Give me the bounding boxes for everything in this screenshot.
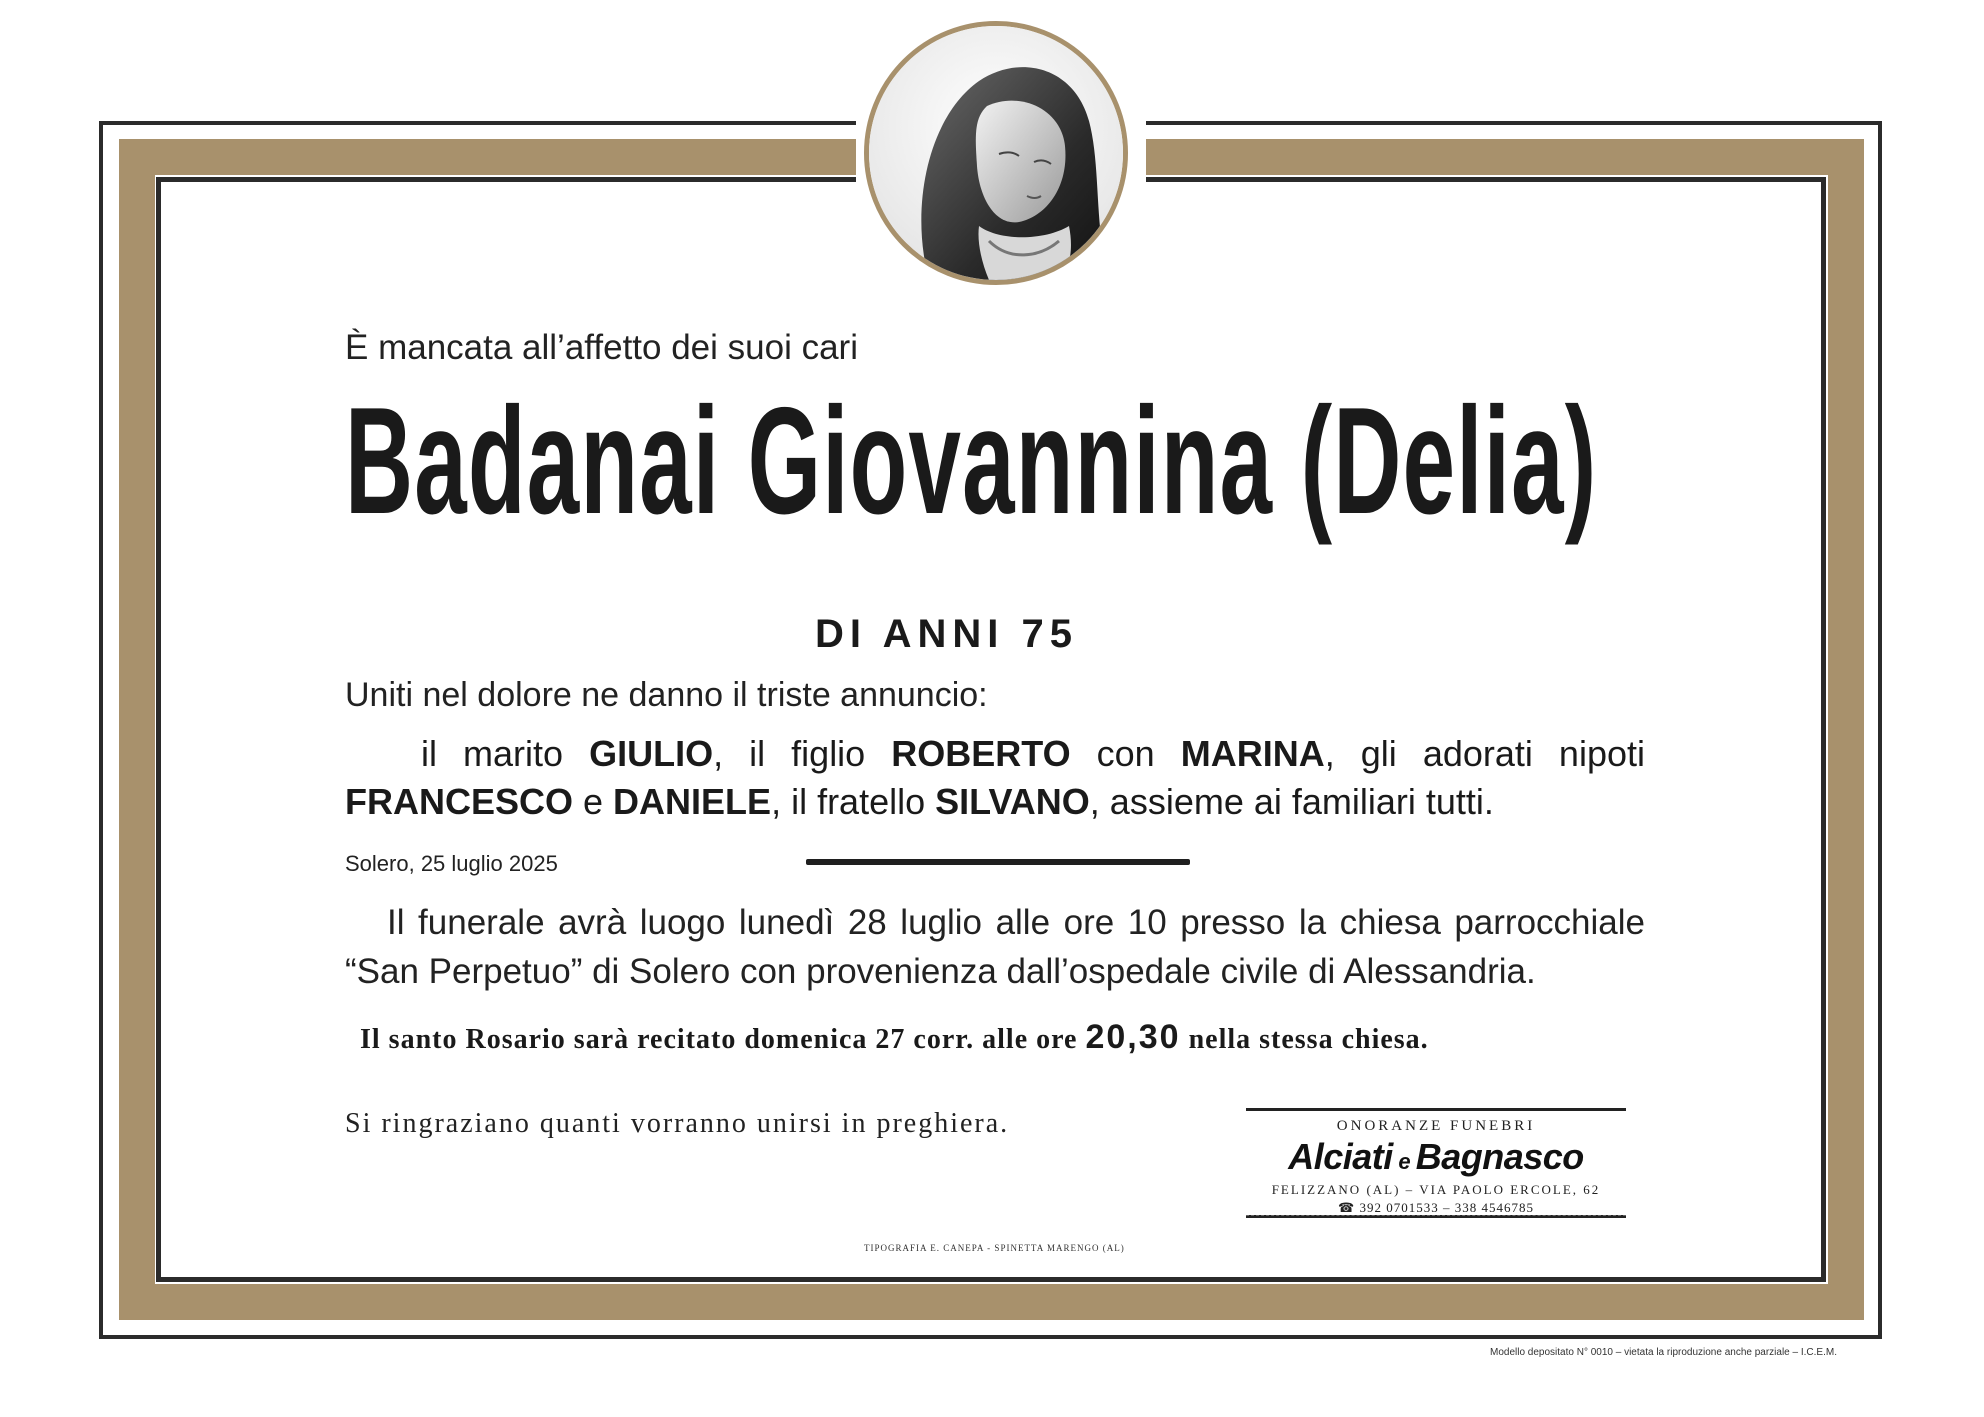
funeral-line-2: “San Perpetuo” di Solero con provenienza dall’ospedale civile di Alessandria. [345,952,1536,991]
funeral-home-heading: ONORANZE FUNEBRI [1336,1118,1536,1134]
age-text: DI ANNI 75 [815,612,1079,656]
funeral-home-bottom-rule [1246,1215,1626,1218]
funeral-home-name: Alciati e Bagnasco [1288,1136,1584,1177]
rosary-text: Il santo Rosario sarà recitato domenica 27 corr. alle ore 20,30 nella stessa chiesa. [360,1018,1429,1056]
place-date: Solero, 25 luglio 2025 [345,851,558,876]
announce-text: Uniti nel dolore ne danno il triste annuncio: [345,676,988,714]
funeral-home-address: FELIZZANO (AL) – VIA PAOLO ERCOLE, 62 [1271,1182,1601,1197]
madonna-portrait [869,26,1123,280]
funeral-home-top-rule [1246,1108,1626,1111]
deceased-name: Badanai Giovannina (Delia) [345,376,1598,546]
divider-rule [806,859,1190,865]
printer-credit: TIPOGRAFIA E. CANEPA - SPINETTA MARENGO (AL) [864,1243,1125,1253]
thanks-text: Si ringraziano quanti vorranno unirsi in preghiera. [345,1108,1010,1139]
model-notice: Modello depositato N° 0010 – vietata la riproduzione anche parziale – I.C.E.M. [1490,1347,1837,1358]
madonna-medallion [864,21,1128,285]
family-line-1: il marito GIULIO, il figlio ROBERTO con MARINA, gli adorati nipoti [421,733,1645,774]
intro-text: È mancata all’affetto dei suoi cari [345,328,858,367]
rosary-time: 20,30 [1085,1018,1181,1056]
telephone-icon: ☎ [1338,1200,1356,1215]
funeral-line-1: Il funerale avrà luogo lunedì 28 luglio alle ore 10 presso la chiesa parrocchiale [387,903,1645,942]
funeral-home-box [1246,1108,1626,1218]
funeral-home-phones: ☎ 392 0701533 – 338 4546785 [1338,1200,1534,1215]
family-line-2: FRANCESCO e DANIELE, il fratello SILVANO, assieme ai familiari tutti. [345,781,1494,822]
